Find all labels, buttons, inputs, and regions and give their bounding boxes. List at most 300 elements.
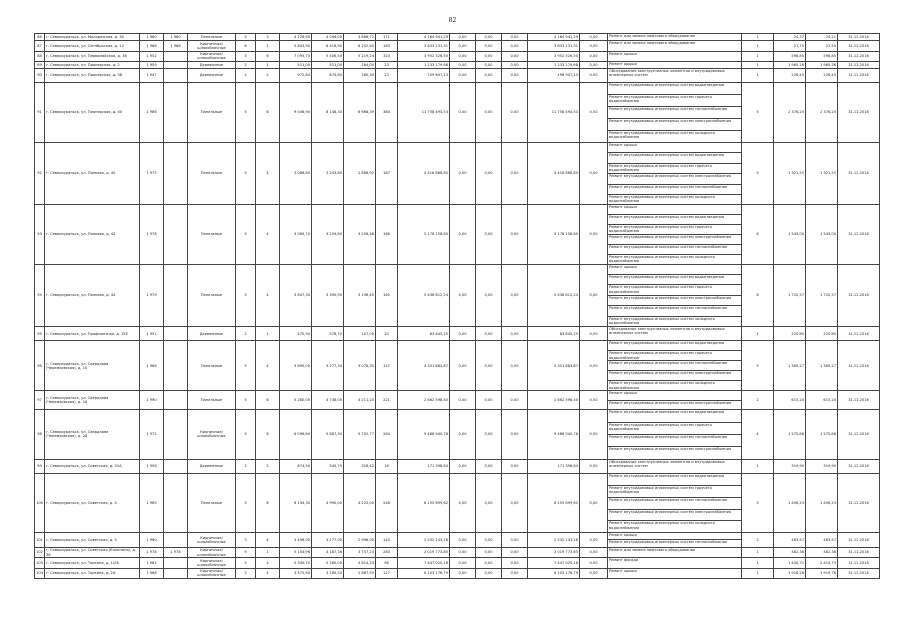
living-area: 6 416,90 <box>312 41 344 51</box>
work-type-item: Ремонт внутридомовых инженерных систем электроснабжения <box>608 174 741 184</box>
table-row <box>35 264 880 326</box>
owner-funds: 3 633 131,31 <box>528 41 580 51</box>
other-funds: 0,00 <box>580 459 608 473</box>
owner-funds: 4 351 683,87 <box>528 341 580 391</box>
completion-date: 31.12.2016 <box>838 391 880 410</box>
work-count: 1 <box>742 62 774 68</box>
year-commission: 1 960 <box>164 34 188 41</box>
address: г. Североуральск, ул. Советская, д. 31А <box>45 459 140 473</box>
work-count: 1 <box>742 51 774 61</box>
owner-funds: 2 532 143,16 <box>528 533 580 548</box>
unit-cost: 21,75 <box>774 41 806 51</box>
total-area: 5 280,00 <box>280 391 312 410</box>
owner-funds: 4 416 866,85 <box>528 142 580 204</box>
max-unit-cost: 1 321,25 <box>806 142 838 204</box>
total-area: 5 340,70 <box>280 558 312 568</box>
work-type-item: Ремонт внутридомовых инженерных систем горячего водоснабжения <box>608 225 741 235</box>
work-type-item: Ремонт крыши <box>608 265 741 275</box>
living-area: 4 187,36 <box>312 547 344 557</box>
private-area: 6 668,39 <box>344 82 376 142</box>
other-funds: 0,00 <box>580 51 608 61</box>
entrances: 6 <box>256 391 280 410</box>
year-built: 1 947 <box>140 68 164 82</box>
other-funds: 0,00 <box>580 326 608 340</box>
residents: 384 <box>376 82 398 142</box>
regional-funds: 0,00 <box>476 391 502 410</box>
table-row <box>35 391 880 410</box>
wall-material: Панельные <box>188 474 236 533</box>
table-row <box>35 568 880 578</box>
table-row <box>35 41 880 51</box>
regional-funds: 0,00 <box>476 533 502 548</box>
work-type-item: Ремонт внутридомовых инженерных систем электроснабжения <box>608 235 741 245</box>
residents: 221 <box>376 391 398 410</box>
private-area: 280,30 <box>344 68 376 82</box>
regional-funds: 0,00 <box>476 34 502 41</box>
total-cost: 11 758 494,53 <box>398 82 450 142</box>
entrances: 6 <box>256 82 280 142</box>
unit-cost: 598,85 <box>774 51 806 61</box>
entrances: 4 <box>256 142 280 204</box>
residents: 127 <box>376 568 398 578</box>
unit-cost: 482,38 <box>774 547 806 557</box>
completion-date: 31.12.2016 <box>838 68 880 82</box>
unit-cost: 1 389,27 <box>774 341 806 391</box>
wall-material: Кирпичные/шлакоблочные <box>188 51 236 61</box>
work-type-item: Ремонт крыши <box>608 143 741 153</box>
floors: 6 <box>236 41 256 51</box>
max-unit-cost: 482,38 <box>806 547 838 557</box>
regional-funds: 0,00 <box>476 410 502 460</box>
private-area: 207,00 <box>344 326 376 340</box>
local-funds: 0,00 <box>502 41 528 51</box>
work-count: 1 <box>742 459 774 473</box>
residents: 16 <box>376 459 398 473</box>
regional-funds: 0,00 <box>476 68 502 82</box>
total-cost: 4 164 941,29 <box>398 34 450 41</box>
federal-funds: 0,00 <box>450 264 476 326</box>
work-types <box>608 326 742 340</box>
table-row <box>35 51 880 61</box>
max-unit-cost: 1 575,88 <box>806 410 838 460</box>
private-area: 3 757,23 <box>344 547 376 557</box>
max-unit-cost: 1 543,00 <box>806 205 838 264</box>
table-row <box>35 326 880 340</box>
owner-funds: 5 176 158,65 <box>528 205 580 264</box>
completion-date: 31.12.2016 <box>838 459 880 473</box>
total-cost: 3 952 526,50 <box>398 51 450 61</box>
floors: 5 <box>236 391 256 410</box>
work-type-item: Ремонт внутридомовых инженерных систем теплоснабжения <box>608 306 741 316</box>
federal-funds: 0,00 <box>450 62 476 68</box>
residents: 96 <box>376 558 398 568</box>
entrances: 2 <box>256 68 280 82</box>
work-types <box>608 34 742 41</box>
work-type-item: Ремонт внутридомовых инженерных систем холодного водоснабжения <box>609 521 715 530</box>
living-area: 3 277,30 <box>312 341 344 391</box>
address: г. Североуральск, ул. Советская, д. 5 <box>45 533 140 548</box>
table-row <box>35 474 880 533</box>
address: г. Североуральск, ул. Торкина, д. 2А <box>45 568 140 578</box>
regional-funds: 0,00 <box>476 459 502 473</box>
wall-material: Деревянные <box>188 68 236 82</box>
work-count: 1 <box>742 568 774 578</box>
year-commission <box>164 410 188 460</box>
max-unit-cost: 1 919,76 <box>806 568 838 578</box>
row-number: 98 <box>35 410 45 460</box>
floors: 2 <box>236 62 256 68</box>
year-built: 1 951 <box>140 326 164 340</box>
work-type-item: Ремонт внутридомовых инженерных систем электроснабжения <box>608 371 741 381</box>
regional-funds: 0,00 <box>476 341 502 391</box>
work-type-item: Ремонт внутридомовых инженерных систем теплоснабжения <box>608 435 741 447</box>
completion-date: 31.12.2016 <box>838 62 880 68</box>
address: г. Североуральск, ул. Свердлова (Черемховская), д. 10 <box>45 341 140 391</box>
total-cost: 4 351 683,87 <box>398 341 450 391</box>
wall-material: Кирпичные/шлакоблочные <box>188 41 236 51</box>
living-area: 378,70 <box>312 326 344 340</box>
work-count: 2 <box>742 391 774 410</box>
address: г. Североуральск, ул. Пионерская, д. 2 <box>45 62 140 68</box>
residents: 143 <box>376 533 398 548</box>
unit-cost: 24,37 <box>774 34 806 41</box>
row-number: 91 <box>35 82 45 142</box>
floors: 5 <box>236 34 256 41</box>
year-commission <box>164 391 188 410</box>
year-built: 1 966 <box>140 341 164 391</box>
other-funds: 0,00 <box>580 341 608 391</box>
year-commission <box>164 68 188 82</box>
floors: 5 <box>236 341 256 391</box>
total-area: 3 647,30 <box>280 264 312 326</box>
floors: 5 <box>236 410 256 460</box>
local-funds: 0,00 <box>502 51 528 61</box>
private-area: 3 868,72 <box>344 34 376 41</box>
floors: 5 <box>236 205 256 264</box>
completion-date: 31.12.2018 <box>838 558 880 568</box>
max-unit-cost: 1 720,57 <box>806 264 838 326</box>
max-unit-cost: 21,55 <box>806 41 838 51</box>
federal-funds: 0,00 <box>450 533 476 548</box>
work-type-item: Ремонт внутридомовых инженерных систем электроснабжения <box>608 296 741 306</box>
address: г. Североуральск, ул. Свердлова (Черемховская), д. 28 <box>45 410 140 460</box>
residents: 157 <box>376 341 398 391</box>
other-funds: 0,00 <box>580 205 608 264</box>
unit-cost: 319,90 <box>774 459 806 473</box>
entrances: 6 <box>256 474 280 533</box>
address: г. Североуральск, ул. Советская, д. 4 <box>45 474 140 533</box>
regional-funds: 0,00 <box>476 41 502 51</box>
year-commission <box>164 264 188 326</box>
private-area: 5 219,24 <box>344 51 376 61</box>
floors: 5 <box>236 558 256 568</box>
other-funds: 0,00 <box>580 142 608 204</box>
work-count: 5 <box>742 341 774 391</box>
row-number: 87 <box>35 41 45 51</box>
living-area: 4 096,00 <box>312 34 344 41</box>
work-type-item: Ремонт внутридомовых инженерных систем холодного водоснабжения <box>609 194 715 204</box>
entrances: 4 <box>256 533 280 548</box>
row-number: 101 <box>35 533 45 548</box>
completion-date: 31.12.2016 <box>838 547 880 557</box>
federal-funds: 0,00 <box>450 547 476 557</box>
row-number: 96 <box>35 341 45 391</box>
other-funds: 0,00 <box>580 82 608 142</box>
residents: 187 <box>376 142 398 204</box>
residents: 284 <box>376 410 398 460</box>
wall-material: Панельные <box>188 142 236 204</box>
total-area: 470,50 <box>280 326 312 340</box>
living-area: 545,79 <box>312 459 344 473</box>
local-funds: 0,00 <box>502 474 528 533</box>
table-row <box>35 410 880 460</box>
owner-funds: 6 103 176,79 <box>528 568 580 578</box>
wall-material: Панельные <box>188 264 236 326</box>
unit-cost: 615,20 <box>774 391 806 410</box>
completion-date: 31.12.2016 <box>838 51 880 61</box>
federal-funds: 0,00 <box>450 41 476 51</box>
other-funds: 0,00 <box>580 547 608 557</box>
total-cost: 171 398,64 <box>398 459 450 473</box>
completion-date: 31.12.2016 <box>838 474 880 533</box>
row-number: 92 <box>35 142 45 204</box>
other-funds: 0,00 <box>580 68 608 82</box>
work-types <box>608 568 742 578</box>
work-type-item: Ремонт внутридомовых инженерных систем холодного водоснабжения <box>609 254 715 264</box>
private-area: 3 076,35 <box>344 341 376 391</box>
table-row <box>35 547 880 557</box>
entrances: 4 <box>256 264 280 326</box>
local-funds: 0,00 <box>502 68 528 82</box>
total-area: 6 134,30 <box>280 474 312 533</box>
year-built: 1 979 <box>140 264 164 326</box>
work-types <box>608 41 742 51</box>
local-funds: 0,00 <box>502 62 528 68</box>
floors: 2 <box>236 68 256 82</box>
total-cost: 9 488 940,78 <box>398 410 450 460</box>
unit-cost: 220,85 <box>774 326 806 340</box>
row-number: 95 <box>35 326 45 340</box>
entrances: 4 <box>256 205 280 264</box>
work-types <box>608 391 742 410</box>
entrances: 1 <box>256 62 280 68</box>
floors: 5 <box>236 142 256 204</box>
work-type-item: Ремонт внутридомовых инженерных систем водоотведения <box>608 153 741 163</box>
work-type-item: Ремонт внутридомовых инженерных систем электроснабжения <box>609 447 732 452</box>
federal-funds: 0,00 <box>450 474 476 533</box>
row-number: 102 <box>35 547 45 557</box>
owner-funds: 5 436 812,24 <box>528 264 580 326</box>
work-type-item: Ремонт крыши <box>608 391 741 400</box>
floors: 5 <box>236 474 256 533</box>
entrances: 6 <box>256 51 280 61</box>
wall-material: Деревянные <box>188 62 236 68</box>
wall-material: Кирпичные/шлакоблочные <box>188 547 236 557</box>
local-funds: 0,00 <box>502 391 528 410</box>
private-area: 3 196,40 <box>344 264 376 326</box>
address: г. Североуральск, ул. Попкова, д. 40 <box>45 142 140 204</box>
work-type-item: Обследование конструктивных элементов и внутридомовых инженерных систем <box>609 459 725 469</box>
work-types <box>608 68 742 82</box>
private-area: 4 614,20 <box>344 558 376 568</box>
total-cost: 1 233 179,68 <box>398 62 450 68</box>
total-area: 6 096,60 <box>280 410 312 460</box>
year-commission: 1 968 <box>164 41 188 51</box>
living-area: 3 177,00 <box>312 533 344 548</box>
federal-funds: 0,00 <box>450 326 476 340</box>
year-commission <box>164 568 188 578</box>
completion-date: 31.12.2016 <box>838 326 880 340</box>
work-type-item: Ремонт внутридомовых инженерных систем горячего водоснабжения <box>608 351 741 361</box>
work-type-item: Ремонт или замена лифтового оборудования <box>609 41 696 46</box>
living-area: 4 990,00 <box>312 474 344 533</box>
max-unit-cost: 220,85 <box>806 326 838 340</box>
regional-funds: 0,00 <box>476 82 502 142</box>
max-unit-cost: 598,85 <box>806 51 838 61</box>
federal-funds: 0,00 <box>450 205 476 264</box>
other-funds: 0,00 <box>580 474 608 533</box>
wall-material: Панельные <box>188 341 236 391</box>
year-commission <box>164 51 188 61</box>
row-number: 97 <box>35 391 45 410</box>
row-number: 90 <box>35 68 45 82</box>
floors: 5 <box>236 82 256 142</box>
wall-material: Панельные <box>188 205 236 264</box>
year-built: 1 958 <box>140 459 164 473</box>
year-built: 1 978 <box>140 205 164 264</box>
local-funds: 0,00 <box>502 142 528 204</box>
work-type-item: Ремонт внутридомовых инженерных систем электроснабжения <box>608 119 741 131</box>
local-funds: 0,00 <box>502 459 528 473</box>
local-funds: 0,00 <box>502 205 528 264</box>
work-count: 1 <box>742 34 774 41</box>
entrances: 4 <box>256 341 280 391</box>
regional-funds: 0,00 <box>476 51 502 61</box>
other-funds: 0,00 <box>580 410 608 460</box>
floors: 3 <box>236 568 256 578</box>
federal-funds: 0,00 <box>450 142 476 204</box>
regional-funds: 0,00 <box>476 558 502 568</box>
year-commission <box>164 82 188 142</box>
residents: 183 <box>376 41 398 51</box>
work-type-item: Ремонт или замена лифтового оборудования <box>609 34 696 38</box>
unit-cost: 1 321,25 <box>774 142 806 204</box>
regional-funds: 0,00 <box>476 142 502 204</box>
work-types <box>608 410 742 460</box>
work-type-item: Ремонт фасада <box>609 558 639 563</box>
floors: 3 <box>236 51 256 61</box>
local-funds: 0,00 <box>502 326 528 340</box>
work-type-item: Ремонт внутридомовых инженерных систем водоотведения <box>608 83 741 95</box>
total-area: 9 046,90 <box>280 82 312 142</box>
address: г. Североуральск, ул. Попкова, д. 44 <box>45 264 140 326</box>
other-funds: 0,00 <box>580 62 608 68</box>
owner-funds: 9 488 940,78 <box>528 410 580 460</box>
residents: 324 <box>376 51 398 61</box>
year-built: 1 975 <box>140 142 164 204</box>
total-area: 3 496,00 <box>280 533 312 548</box>
owner-funds: 7 447 020,18 <box>528 558 580 568</box>
table-row <box>35 142 880 204</box>
living-area: 5 406,50 <box>312 51 344 61</box>
address: г. Североуральск, ул. Советская (Калинина), д. 36 <box>45 547 140 557</box>
year-commission <box>164 326 188 340</box>
residents: 246 <box>376 474 398 533</box>
year-commission: 1 978 <box>164 547 188 557</box>
residents: 162 <box>376 264 398 326</box>
work-type-item: Обследование конструктивных элементов и внутридомовых инженерных систем <box>609 68 725 77</box>
total-cost: 6 103 176,79 <box>398 568 450 578</box>
private-area: 6 252,65 <box>344 41 376 51</box>
work-count: 4 <box>742 410 774 460</box>
table-row <box>35 459 880 473</box>
owner-funds: 2 862 598,40 <box>528 391 580 410</box>
owner-funds: 83 645,25 <box>528 326 580 340</box>
entrances: 6 <box>256 410 280 460</box>
work-count: 1 <box>742 41 774 51</box>
completion-date: 31.12.2018 <box>838 205 880 264</box>
work-type-item: Ремонт крыши <box>608 205 741 215</box>
federal-funds: 0,00 <box>450 82 476 142</box>
max-unit-cost: 2 410,75 <box>806 558 838 568</box>
work-types <box>608 558 742 568</box>
local-funds: 0,00 <box>502 264 528 326</box>
other-funds: 0,00 <box>580 41 608 51</box>
year-built: 1 952 <box>140 51 164 61</box>
total-area: 3 690,00 <box>280 341 312 391</box>
work-types <box>608 533 742 548</box>
work-type-item: Ремонт внутридомовых инженерных систем электроснабжения <box>608 510 741 522</box>
owner-funds: 4 164 941,29 <box>528 34 580 41</box>
completion-date: 31.12.2018 <box>838 41 880 51</box>
living-area: 5 887,30 <box>312 410 344 460</box>
address: г. Североуральск, ул. Попкова, д. 42 <box>45 205 140 264</box>
owner-funds: 171 398,64 <box>528 459 580 473</box>
living-area: 3 390,90 <box>312 264 344 326</box>
work-type-item: Ремонт или замена лифтового оборудования <box>609 547 696 552</box>
year-commission <box>164 558 188 568</box>
work-types <box>608 547 742 557</box>
floors: 2 <box>236 459 256 473</box>
work-type-item: Ремонт внутридомовых инженерных систем теплоснабжения <box>609 540 728 545</box>
local-funds: 0,00 <box>502 558 528 568</box>
wall-material: Кирпичные/шлакоблочные <box>188 558 236 568</box>
total-cost: 6 155 699,62 <box>398 474 450 533</box>
residents: 283 <box>376 547 398 557</box>
completion-date: 31.12.2016 <box>838 410 880 460</box>
work-type-item: Обследование конструктивных элементов и внутридомовых инженерных систем <box>609 326 725 336</box>
work-count: 5 <box>742 82 774 142</box>
max-unit-cost: 24,21 <box>806 34 838 41</box>
unit-cost: 1 543,00 <box>774 205 806 264</box>
local-funds: 0,00 <box>502 533 528 548</box>
residents: 166 <box>376 205 398 264</box>
page-number: 82 <box>448 17 457 24</box>
local-funds: 0,00 <box>502 341 528 391</box>
work-type-item: Ремонт крыши <box>609 568 637 573</box>
local-funds: 0,00 <box>502 82 528 142</box>
row-number: 86 <box>35 34 45 41</box>
work-type-item: Ремонт внутридомовых инженерных систем холодного водоснабжения <box>609 381 715 390</box>
other-funds: 0,00 <box>580 568 608 578</box>
owner-funds: 198 947,13 <box>528 68 580 82</box>
work-type-item: Ремонт крыши <box>608 533 741 540</box>
total-area: 3 088,80 <box>280 142 312 204</box>
work-types <box>608 51 742 61</box>
work-type-item: Ремонт крыши <box>609 62 637 67</box>
table-row <box>35 205 880 264</box>
work-type-item: Ремонт внутридомовых инженерных систем горячего водоснабжения <box>608 423 741 435</box>
